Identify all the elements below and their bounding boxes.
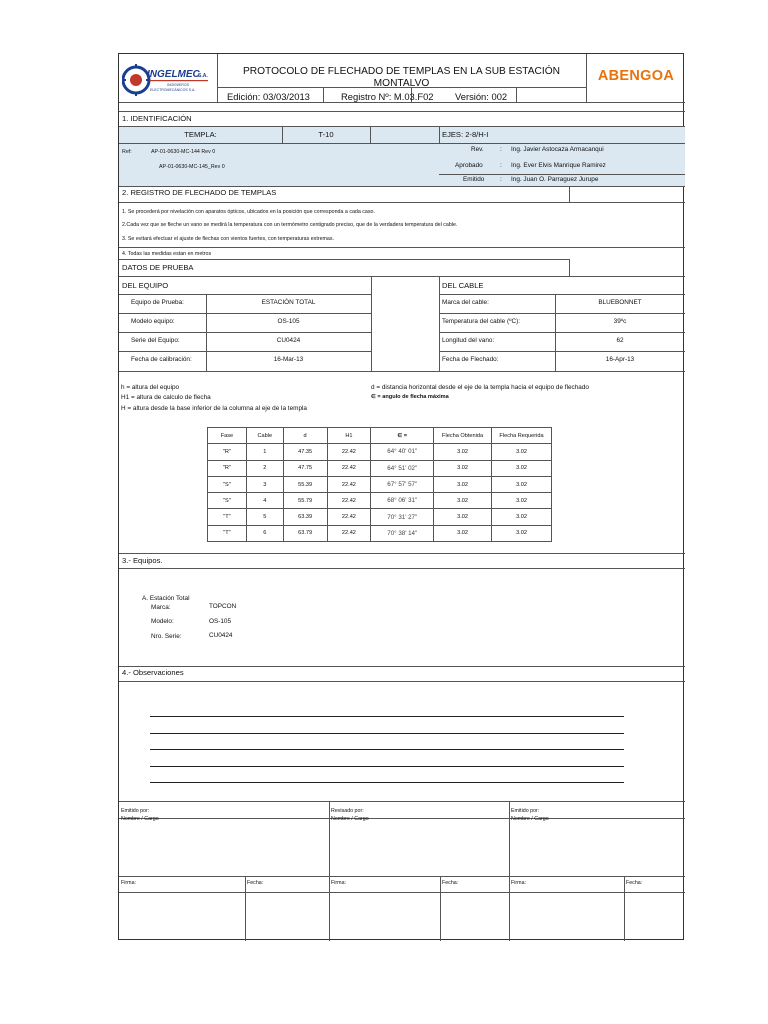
emitido-label: Emitido	[463, 176, 485, 183]
emitido-por-label: Emitido por:	[121, 808, 150, 814]
cell-flecha-obtenida: 3.02	[434, 525, 492, 541]
cell-flecha-obtenida: 3.02	[434, 444, 492, 460]
cell-h1: 22.42	[327, 476, 371, 492]
section-observaciones-title: 4.- Observaciones	[122, 668, 184, 677]
table-header-row	[208, 428, 552, 444]
protocol-document	[118, 53, 684, 940]
version-number: Versión: 002	[455, 91, 508, 102]
legend-h: h = altura del equipo	[121, 384, 180, 391]
modelo-equipo-value: OS-105	[277, 318, 300, 325]
cell-d: 47.35	[283, 444, 327, 460]
header-h1: H1	[327, 428, 371, 444]
modelo-equipo-label: Modelo equipo:	[131, 318, 175, 325]
section-identificacion-title: 1. IDENTIFICACIÓN	[122, 114, 192, 123]
header-flecha-obtenida: Flecha Obtenida	[434, 428, 492, 444]
marca-cable-value: BLUEBONNET	[598, 299, 642, 306]
aprobado-label: Aprobado	[455, 162, 483, 169]
del-cable-title: DEL CABLE	[442, 281, 484, 290]
revisado-por-label: Revisado por:	[331, 808, 364, 814]
emitido-colon: :	[500, 176, 502, 183]
marca-cable-label: Marca del cable:	[442, 299, 489, 306]
serie-equipo-label: Serie del Equipo:	[131, 337, 180, 344]
note-4: 4. Todas las medidas estan en metros	[122, 251, 212, 257]
emitido-value: Ing. Juan O. Parraguez Jurupe	[511, 176, 599, 183]
abengoa-logo: ABENGOA	[597, 68, 675, 84]
del-equipo-title: DEL EQUIPO	[122, 281, 169, 290]
cell-h1: 22.42	[327, 509, 371, 525]
cell-angle: 70° 31' 27"	[371, 509, 434, 525]
fecha-label-1: Fecha:	[247, 880, 264, 886]
nombre-cargo-label-2: Nombre / Cargo	[331, 816, 369, 822]
table-row	[208, 509, 552, 525]
cell-flecha-requerida: 3.02	[492, 460, 552, 476]
nombre-cargo-label-1: Nombre / Cargo	[121, 816, 159, 822]
serie-equipo-value: CU0424	[276, 337, 301, 344]
cell-d: 55.79	[283, 493, 327, 509]
table-row	[208, 460, 552, 476]
estacion-total-title: A. Estación Total	[142, 595, 190, 602]
note-3: 3. Se evitará efectuar el ajuste de flechas con vientos fuertes, con temperaturas extremas.	[122, 236, 334, 242]
observation-line[interactable]	[150, 782, 624, 783]
svg-text:S.A.: S.A.	[198, 73, 208, 79]
svg-text:ELECTROMECÁNICOS S.A.: ELECTROMECÁNICOS S.A.	[150, 88, 196, 92]
cell-fase: "T"	[208, 525, 247, 541]
templa-label: TEMPLA:	[184, 130, 217, 139]
equipo-prueba-value: ESTACIÓN TOTAL	[261, 299, 316, 306]
firma-label-1: Firma:	[121, 880, 137, 886]
firma-label-2: Firma:	[331, 880, 347, 886]
longitud-vano-value: 62	[616, 337, 624, 344]
fecha-label-3: Fecha:	[626, 880, 643, 886]
cell-angle: 64° 40' 01"	[371, 444, 434, 460]
rev-value: Ing. Javier Astocaza Armacanqui	[511, 146, 604, 153]
fecha-calibracion-label: Fecha de calibración:	[131, 356, 192, 363]
observation-line[interactable]	[150, 749, 624, 750]
cell-d: 63.79	[283, 525, 327, 541]
ref-document-1: AP-01-0630-MC-144 Rev 0	[151, 149, 216, 155]
aprobado-value: Ing. Ever Elvis Manrique Ramirez	[511, 162, 606, 169]
cell-fase: "S"	[208, 493, 247, 509]
cell-flecha-obtenida: 3.02	[434, 460, 492, 476]
rev-label: Rev.	[471, 146, 484, 153]
note-2: 2.Cada vez que se fleche un vano se medirá la temperatura con un termómetro centigrado preciso, que de la verdadera temperatura del cable.	[122, 222, 458, 228]
fecha-label-2: Fecha:	[442, 880, 459, 886]
header-cable: Cable	[246, 428, 283, 444]
document-title: PROTOCOLO DE FLECHADO DE TEMPLAS EN LA SUB ESTACIÓN	[242, 66, 561, 77]
header-angle: ∈ =	[371, 428, 434, 444]
cell-flecha-obtenida: 3.02	[434, 493, 492, 509]
cell-fase: "R"	[208, 444, 247, 460]
header-flecha-requerida: Flecha Requerida	[492, 428, 552, 444]
cell-cable: 3	[246, 476, 283, 492]
ejes-value: EJES: 2-8/H-I	[442, 130, 489, 139]
datos-prueba-title: DATOS DE PRUEBA	[122, 263, 194, 272]
cell-h1: 22.42	[327, 460, 371, 476]
note-1: 1. Se procederá por nivelación con aparatos ópticos, ubicados en la posición que corresponda a cada caso.	[122, 209, 375, 215]
cell-cable: 5	[246, 509, 283, 525]
equipo-prueba-label: Equipo de Prueba:	[131, 299, 184, 306]
rev-colon: :	[500, 146, 502, 153]
cell-d: 63.39	[283, 509, 327, 525]
marca-label: Marca:	[151, 604, 171, 611]
flechado-table	[207, 427, 552, 542]
fecha-flechado-label: Fecha de Flechado:	[442, 356, 499, 363]
registry-number: Registro Nº: M.03.F02	[341, 91, 434, 102]
temperatura-cable-label: Temperatura del cable (ºC):	[442, 318, 520, 325]
firma-label-3: Firma:	[511, 880, 527, 886]
serie-label: Nro. Serie:	[151, 633, 182, 640]
cell-d: 55.39	[283, 476, 327, 492]
cell-fase: "R"	[208, 460, 247, 476]
cell-d: 47.75	[283, 460, 327, 476]
cell-h1: 22.42	[327, 444, 371, 460]
legend-d: d = distancia horizontal desde el eje de la templa hacia el equipo de flechado	[371, 384, 589, 391]
cell-flecha-requerida: 3.02	[492, 444, 552, 460]
cell-angle: 64° 51' 02"	[371, 460, 434, 476]
ingelmec-logo	[122, 63, 214, 97]
cell-flecha-requerida: 3.02	[492, 525, 552, 541]
header-fase: Fase	[208, 428, 247, 444]
table-row	[208, 493, 552, 509]
cell-cable: 4	[246, 493, 283, 509]
document-title-line2: MONTALVO	[373, 78, 430, 89]
section-equipos-title: 3.- Equipos.	[122, 556, 163, 565]
templa-value: T-10	[318, 130, 334, 139]
table-row	[208, 476, 552, 492]
legend-angle: ∈ = angulo de flecha máxima	[371, 394, 449, 400]
edition-date: Edición: 03/03/2013	[227, 91, 310, 102]
cell-flecha-obtenida: 3.02	[434, 509, 492, 525]
temperatura-cable-value: 39ºc	[613, 318, 627, 325]
observation-line[interactable]	[150, 716, 624, 717]
longitud-vano-label: Longitud del vano:	[442, 337, 495, 344]
cell-flecha-requerida: 3.02	[492, 493, 552, 509]
cell-angle: 67° 57' 57"	[371, 476, 434, 492]
aprobado-colon: :	[500, 162, 502, 169]
observation-line[interactable]	[150, 766, 624, 767]
modelo-value: OS-105	[209, 618, 232, 625]
cell-fase: "S"	[208, 476, 247, 492]
cell-h1: 22.42	[327, 493, 371, 509]
cell-cable: 1	[246, 444, 283, 460]
header-d: d	[283, 428, 327, 444]
cell-h1: 22.42	[327, 525, 371, 541]
cell-angle: 70° 38' 14"	[371, 525, 434, 541]
cell-cable: 6	[246, 525, 283, 541]
table-row	[208, 444, 552, 460]
emitido-por-label-2: Emitido por:	[511, 808, 540, 814]
legend-H: H = altura desde la base inferior de la columna al eje de la templa	[121, 405, 307, 412]
svg-text:INGENIEROS: INGENIEROS	[167, 83, 189, 87]
cell-flecha-requerida: 3.02	[492, 509, 552, 525]
fecha-calibracion-value: 16-Mar-13	[273, 356, 304, 363]
ref-document-2: AP-01-0630-MC-145_Rev 0	[159, 164, 225, 170]
cell-fase: "T"	[208, 509, 247, 525]
fecha-flechado-value: 16-Apr-13	[605, 356, 635, 363]
cell-cable: 2	[246, 460, 283, 476]
cell-angle: 68° 06' 31"	[371, 493, 434, 509]
cell-flecha-requerida: 3.02	[492, 476, 552, 492]
section-registro-title: 2. REGISTRO DE FLECHADO DE TEMPLAS	[122, 188, 277, 197]
serie-value: CU0424	[209, 632, 233, 639]
observation-line[interactable]	[150, 733, 624, 734]
legend-h1: H1 = altura de calculo de flecha	[121, 394, 211, 401]
svg-text:INGELMEC: INGELMEC	[147, 69, 200, 80]
table-row	[208, 525, 552, 541]
cell-flecha-obtenida: 3.02	[434, 476, 492, 492]
ref-label: Ref:	[122, 149, 132, 155]
marca-value: TOPCON	[209, 603, 237, 610]
nombre-cargo-label-3: Nombre / Cargo	[511, 816, 549, 822]
modelo-label: Modelo:	[151, 618, 174, 625]
